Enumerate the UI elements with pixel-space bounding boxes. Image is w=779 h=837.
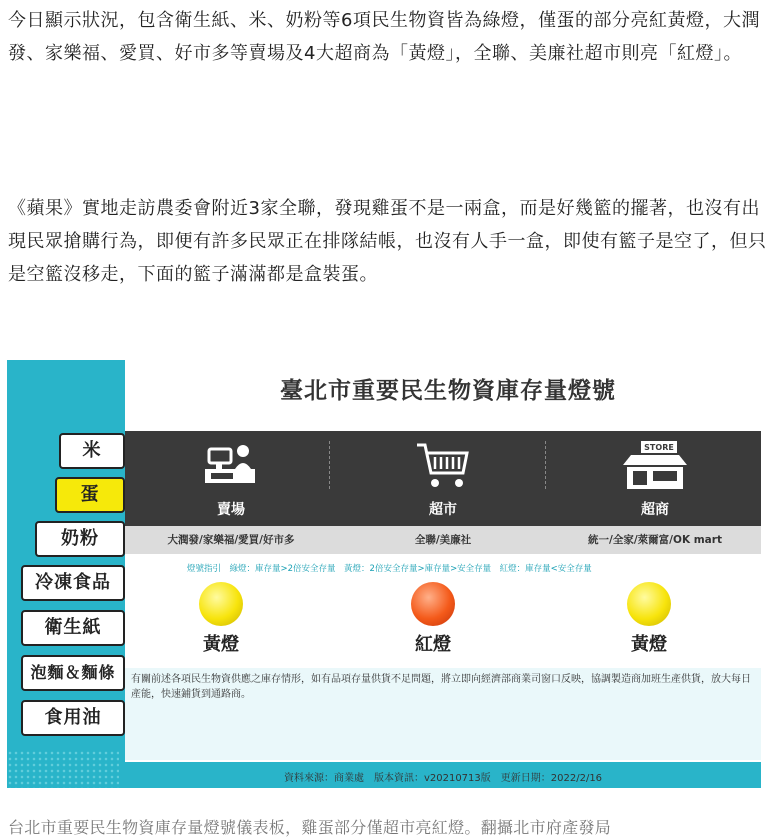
stores-hypermarket: 大潤發/家樂福/愛買/好市多 xyxy=(167,534,295,546)
stores-supermarket: 全聯/美廉社 xyxy=(414,534,472,546)
dashboard-image xyxy=(7,360,771,788)
cash-register-icon xyxy=(201,439,261,489)
article-paragraph-1: 今日顯示狀況，包含衛生紙、米、奶粉等6項民生物資皆為綠燈，僅蛋的部分亮紅黃燈，大潤發、家樂福、愛買、好市多等賣場及4大超商為「黃燈」，全聯、美廉社超市則亮「紅燈」。 xyxy=(8,10,760,64)
channel-convenience-store xyxy=(549,431,761,526)
divider xyxy=(329,441,330,489)
store-sign-text: STORE xyxy=(644,443,674,452)
tab-toilet-paper[interactable]: 衛生紙 xyxy=(21,610,125,646)
channel-header xyxy=(125,431,761,526)
status-light-hypermarket xyxy=(199,582,243,626)
status-light-convenience xyxy=(627,582,671,626)
store-names-row xyxy=(125,526,761,554)
tab-milk-powder[interactable]: 奶粉 xyxy=(35,521,125,557)
status-light-supermarket xyxy=(411,582,455,626)
supply-note: 有關前述各項民生物資供應之庫存情形，如有品項存量供貨不足問題，將立即向經濟部商業司窗口反映，協調製造商加班生產供貨，放大每日產能，快速鋪貨到通路商。 xyxy=(125,668,761,760)
tab-noodles[interactable]: 泡麵＆麵條 xyxy=(21,655,125,691)
dashboard-title: 臺北市重要民生物資庫存量燈號 xyxy=(280,378,616,404)
status-label-hypermarket: 黃燈 xyxy=(203,634,239,655)
channel-label-hypermarket: 賣場 xyxy=(217,502,245,518)
dashboard-footer: 資料來源：商業處 版本資訊：v20210713版 更新日期：2022/2/16 xyxy=(125,762,761,788)
channel-hypermarket xyxy=(125,431,337,526)
divider xyxy=(545,441,546,489)
store-icon xyxy=(619,439,691,493)
status-label-supermarket: 紅燈 xyxy=(415,634,451,655)
channel-label-supermarket: 超市 xyxy=(429,502,457,518)
tab-frozen-food[interactable]: 冷凍食品 xyxy=(21,565,125,601)
decorative-dots xyxy=(7,750,119,788)
article-paragraph-2: 《蘋果》實地走訪農委會附近3家全聯，發現雞蛋不是一兩盒，而是好幾籃的擺著，也沒有出現民眾搶購行為，即便有許多民眾正在排隊結帳，也沒有人手一盒，即使有籃子是空了，但只是空籃沒移走，下面的籃子滿滿都是盒裝蛋。 xyxy=(8,198,767,285)
shopping-cart-icon xyxy=(413,439,473,491)
tab-rice[interactable]: 米 xyxy=(59,433,125,469)
tab-cooking-oil[interactable]: 食用油 xyxy=(21,700,125,736)
channel-label-convenience-store: 超商 xyxy=(641,502,669,518)
stores-convenience: 統一/全家/萊爾富/OK mart xyxy=(588,534,722,546)
status-label-convenience: 黃燈 xyxy=(631,634,667,655)
channel-supermarket xyxy=(337,431,549,526)
tab-egg[interactable]: 蛋 xyxy=(55,477,125,513)
image-caption: 台北市重要民生物資庫存量燈號儀表板，雞蛋部分僅超市亮紅燈。翻攝北市府產發局 xyxy=(8,818,612,837)
light-guide: 燈號指引 綠燈：庫存量>2倍安全存量 黃燈：2倍安全存量>庫存量>安全存量 紅燈：庫存量<安全存量 xyxy=(187,564,592,574)
